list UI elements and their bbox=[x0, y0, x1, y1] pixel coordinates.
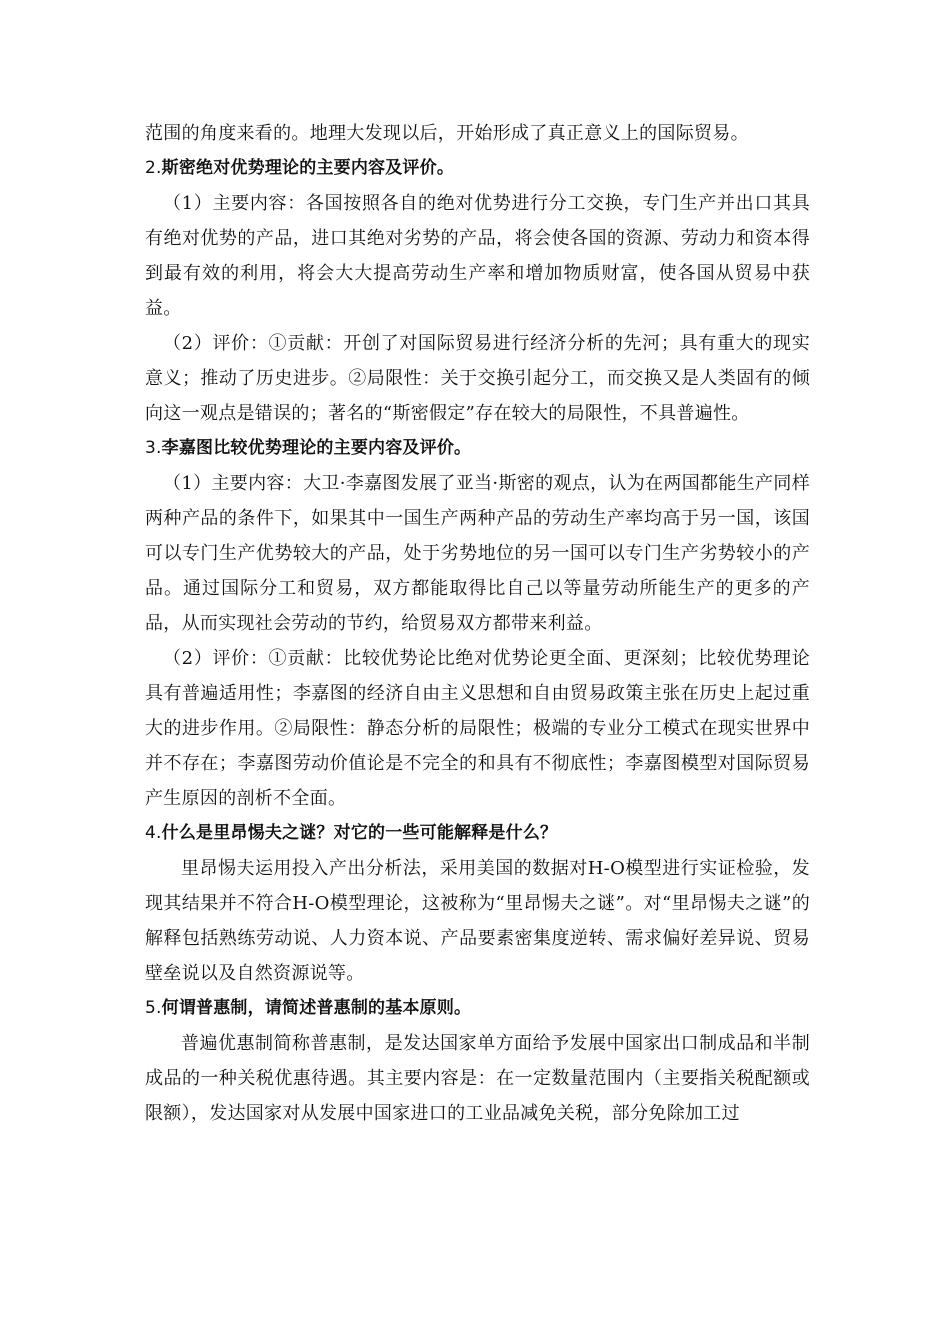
section-number: 2. bbox=[145, 158, 162, 178]
section-title: 斯密绝对优势理论的主要内容及评价。 bbox=[161, 158, 455, 178]
section-3-paragraph-1: （1）主要内容：大卫·李嘉图发展了亚当·斯密的观点，认为在两国都能生产同样两种产品的条件下，如果其中一国生产两种产品的劳动生产率均高于另一国，该国可以专门生产优势较大的产品，处于劣势地位的另一国可以专门生产劣势较小的产品。通过国际分工和贸易，双方都能取得比自己以等量劳动所能生产的更多的产品，从而实现社会劳动的节约，给贸易双方都带来利益。 bbox=[145, 473, 810, 634]
section-heading-3 bbox=[145, 431, 810, 466]
section-5-paragraph-1: 普遍优惠制简称普惠制，是发达国家单方面给予发展中国家出口制成品和半制成品的一种关税优惠待遇。其主要内容是：在一定数量范围内（主要指关税配额或限额），发达国家对从发展中国家进口的工业品减免关税，部分免除加工过 bbox=[145, 1033, 810, 1124]
section-number: 5. bbox=[145, 998, 162, 1018]
section-heading-5 bbox=[145, 991, 810, 1026]
section-title: 何谓普惠制，请简述普惠制的基本原则。 bbox=[161, 998, 472, 1018]
section-title: 李嘉图比较优势理论的主要内容及评价。 bbox=[161, 438, 472, 458]
section-title: 什么是里昂惕夫之谜？对它的一些可能解释是什么？ bbox=[161, 823, 558, 843]
section-4-paragraph-1: 里昂惕夫运用投入产出分析法，采用美国的数据对H-O模型进行实证检验，发现其结果并不符合H-O模型理论，这被称为“里昂惕夫之谜”。对“里昂惕夫之谜”的解释包括熟练劳动说、人力资本说、产品要素密集度逆转、需求偏好差异说、贸易壁垒说以及自然资源说等。 bbox=[145, 858, 810, 984]
section-heading-4 bbox=[145, 816, 810, 851]
section-3-paragraph-2: （2）评价：①贡献：比较优势论比绝对优势论更全面、更深刻；比较优势理论具有普遍适用性；李嘉图的经济自由主义思想和自由贸易政策主张在历史上起过重大的进步作用。②局限性：静态分析的局限性；极端的专业分工模式在现实世界中并不存在；李嘉图劳动价值论是不完全的和具有不彻底性；李嘉图模型对国际贸易产生原因的剖析不全面。 bbox=[145, 648, 810, 809]
section-2-paragraph-2: （2）评价：①贡献：开创了对国际贸易进行经济分析的先河；具有重大的现实意义；推动了历史进步。②局限性：关于交换引起分工，而交换又是人类固有的倾向这一观点是错误的；著名的“斯密假定”存在较大的局限性，不具普遍性。 bbox=[145, 333, 810, 424]
section-number: 4. bbox=[145, 823, 162, 843]
section-heading-2 bbox=[145, 151, 810, 186]
section-2-paragraph-1: （1）主要内容：各国按照各自的绝对优势进行分工交换，专门生产并出口其具有绝对优势的产品，进口其绝对劣势的产品，将会使各国的资源、劳动力和资本得到最有效的利用，将会大大提高劳动生产率和增加物质财富，使各国从贸易中获益。 bbox=[145, 193, 810, 319]
intro-paragraph-tail: 范围的角度来看的。地理大发现以后，开始形成了真正意义上的国际贸易。 bbox=[145, 123, 749, 144]
document-body bbox=[145, 116, 810, 1131]
section-number: 3. bbox=[145, 438, 162, 458]
